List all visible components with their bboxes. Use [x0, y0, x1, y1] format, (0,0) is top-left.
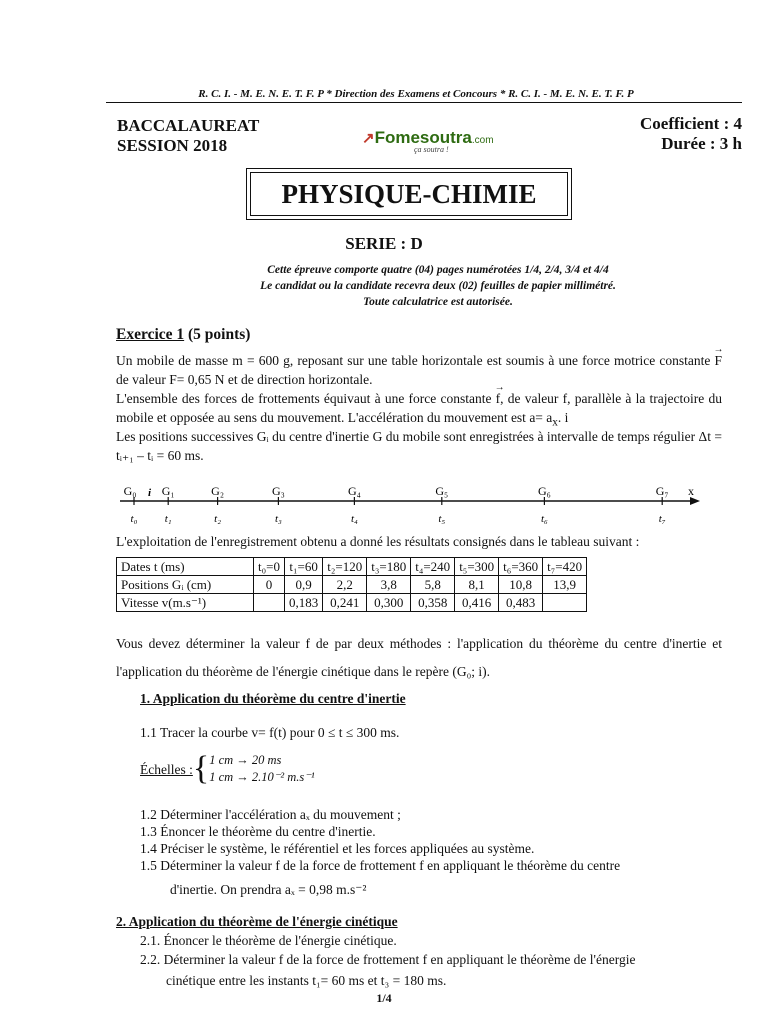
cell-date: t₄=240 [411, 558, 455, 576]
coef-block [640, 114, 742, 154]
row-label-speeds: Vitesse v(m.s⁻¹) [117, 594, 254, 612]
axis-time-label: t₃ [274, 513, 282, 525]
axis-arrow-icon [690, 497, 700, 505]
axis-time-label: t₄ [350, 513, 358, 525]
duration: Durée : 3 h [661, 134, 742, 153]
results-table [116, 557, 587, 612]
question-2-2-cont: cinétique entre les instants t₁= 60 ms et t₃ = 180 ms. [166, 973, 447, 988]
scales-values [209, 752, 314, 786]
axis-point-label: G₅ [435, 484, 449, 498]
question-1-5-cont: d'inertie. On prendra aₓ = 0,98 m.s⁻² [170, 882, 367, 897]
cell-date: t₃=180 [367, 558, 411, 576]
cell-position: 10,8 [499, 576, 543, 594]
axis-point-label: G₃ [271, 484, 285, 498]
cell-speed: 0,483 [499, 594, 543, 612]
logo-icon: ↗ [362, 131, 375, 147]
row-label-dates: Dates t (ms) [117, 558, 254, 576]
scale-speed: 1 cm → 2.10⁻² m.s⁻¹ [209, 770, 315, 784]
table-intro: L'exploitation de l'enregistrement obtenu a donné les résultats consignés dans le tableau suivant : [116, 534, 640, 549]
axis-point-label: G₂ [211, 484, 225, 498]
exam-session: SESSION 2018 [117, 136, 228, 155]
axis-point-label: G₀ [123, 484, 137, 498]
table-row-positions [117, 576, 587, 594]
row-label-positions: Positions Gᵢ (cm) [117, 576, 254, 594]
axis-point-label: G₁ [161, 484, 175, 498]
unit-vector-label: i [148, 487, 152, 499]
axis-point-label: G₆ [537, 484, 551, 498]
part2-title: 2. Application du théorème de l'énergie cinétique [116, 914, 398, 929]
cell-position: 8,1 [455, 576, 499, 594]
exercise-points: (5 points) [184, 326, 251, 343]
vector-F: → F [714, 351, 722, 370]
cell-speed: 0,358 [411, 594, 455, 612]
p2-accel: a= a [529, 410, 553, 425]
cell-date: t₀=0 [254, 558, 285, 576]
exam-block [117, 116, 259, 156]
brace-icon: { [192, 750, 210, 787]
recording-axis [112, 484, 712, 530]
page-number: 1/4 [376, 991, 392, 1005]
question-1-3: 1.3 Énoncer le théorème du centre d'inertie. [140, 824, 376, 839]
p1-text-b: de valeur F= 0,65 N et de direction horizontale. [116, 372, 373, 387]
exercise-paragraph-1 [116, 351, 722, 389]
methods-paragraph: Vous devez déterminer la valeur f de par deux méthodes : l'application du théorème du centre d'inertie et l'application du théorème de l'énergie cinétique dans le repère (G₀; i). [116, 636, 722, 679]
p1-text-a: Un mobile de masse m = 600 g, reposant sur une table horizontale est soumis à une force motrice constante [116, 353, 715, 368]
cell-date: t₆=360 [499, 558, 543, 576]
vector-f: → f [496, 389, 501, 408]
logo-tagline: ça soutra ! [414, 145, 449, 154]
intro-line-2: Le candidat ou la candidate recevra deux (02) feuilles de papier millimétré. [260, 280, 616, 292]
cell-position: 13,9 [543, 576, 587, 594]
cell-position: 3,8 [367, 576, 411, 594]
part1-title: 1. Application du théorème du centre d'inertie [140, 691, 406, 706]
cell-position: 0 [254, 576, 285, 594]
axis-time-label: t₂ [214, 513, 222, 525]
question-1-5: 1.5 Déterminer la valeur f de la force de frottement f en appliquant le théorème du centre [140, 858, 621, 873]
table-row-dates [117, 558, 587, 576]
exercise-paragraph-3: Les positions successives Gᵢ du centre d'inertie G du mobile sont enregistrées à intervalle de temps régulier Δt = tᵢ₊₁ – tᵢ = 60 ms. [116, 429, 722, 463]
question-2-2: 2.2. Déterminer la valeur f de la force de frottement f en appliquant le théorème de l'énergie [140, 952, 636, 967]
coefficient: Coefficient : 4 [640, 114, 742, 133]
p2-accel-unit: . i [557, 410, 569, 425]
fomesoutra-logo [362, 128, 512, 158]
cell-speed [254, 594, 285, 612]
title-box [246, 168, 572, 220]
axis-time-label: t₁ [164, 513, 172, 525]
page-title: PHYSIQUE-CHIMIE [250, 172, 568, 216]
cell-speed: 0,416 [455, 594, 499, 612]
exam-name: BACCALAUREAT [117, 116, 260, 135]
cell-speed [543, 594, 587, 612]
cell-speed: 0,241 [323, 594, 367, 612]
scale-time: 1 cm → 20 ms [209, 753, 282, 767]
question-2-1: 2.1. Énoncer le théorème de l'énergie cinétique. [140, 933, 397, 948]
axis-time-label: t₆ [540, 513, 548, 525]
cell-date: t₅=300 [455, 558, 499, 576]
table-row-speeds [117, 594, 587, 612]
cell-date: t₁=60 [284, 558, 322, 576]
p2-accel-sub: x [552, 416, 558, 429]
cell-position: 0,9 [284, 576, 322, 594]
question-1-2: 1.2 Déterminer l'accélération aₓ du mouvement ; [140, 807, 401, 822]
axis-point-label: G₇ [655, 484, 669, 498]
logo-main: Fomesoutra [374, 128, 472, 147]
axis-x-label: x [688, 484, 694, 498]
axis-time-label: t₀ [130, 513, 138, 525]
cell-date: t₂=120 [323, 558, 367, 576]
cell-speed: 0,300 [367, 594, 411, 612]
axis-time-label: t₇ [658, 513, 666, 525]
header-rule [106, 102, 742, 103]
intro-block [120, 262, 756, 310]
intro-line-3: Toute calculatrice est autorisée. [363, 296, 513, 308]
cell-position: 2,2 [323, 576, 367, 594]
p2-text-b: , de valeur f, parallèle à la trajectoire du mobile et opposée au sens du mouvement. L'accélération du mouvement est [116, 391, 722, 425]
cell-speed: 0,183 [284, 594, 322, 612]
serie: SERIE : D [345, 234, 423, 253]
p2-text-a: L'ensemble des forces de frottements équivaut à une force constante [116, 391, 496, 406]
scales-label: Échelles : [140, 761, 193, 777]
cell-position: 5,8 [411, 576, 455, 594]
cell-date: t₇=420 [543, 558, 587, 576]
header-ministry-line: R. C. I. - M. E. N. E. T. F. P * Direction des Examens et Concours * R. C. I. - M. E. N. E. T. F. P [198, 88, 634, 100]
axis-time-label: t₅ [438, 513, 446, 525]
scales-block [140, 752, 315, 786]
axis-point-label: G₄ [347, 484, 361, 498]
question-1-1: 1.1 Tracer la courbe v= f(t) pour 0 ≤ t ≤ 300 ms. [140, 725, 400, 740]
question-1-4: 1.4 Préciser le système, le référentiel et les forces appliquées au système. [140, 841, 535, 856]
exercise-label: Exercice 1 [116, 326, 185, 343]
intro-line-1: Cette épreuve comporte quatre (04) pages numérotées 1/4, 2/4, 3/4 et 4/4 [267, 264, 609, 276]
logo-com: .com [471, 135, 494, 146]
exercise-title [116, 326, 250, 344]
